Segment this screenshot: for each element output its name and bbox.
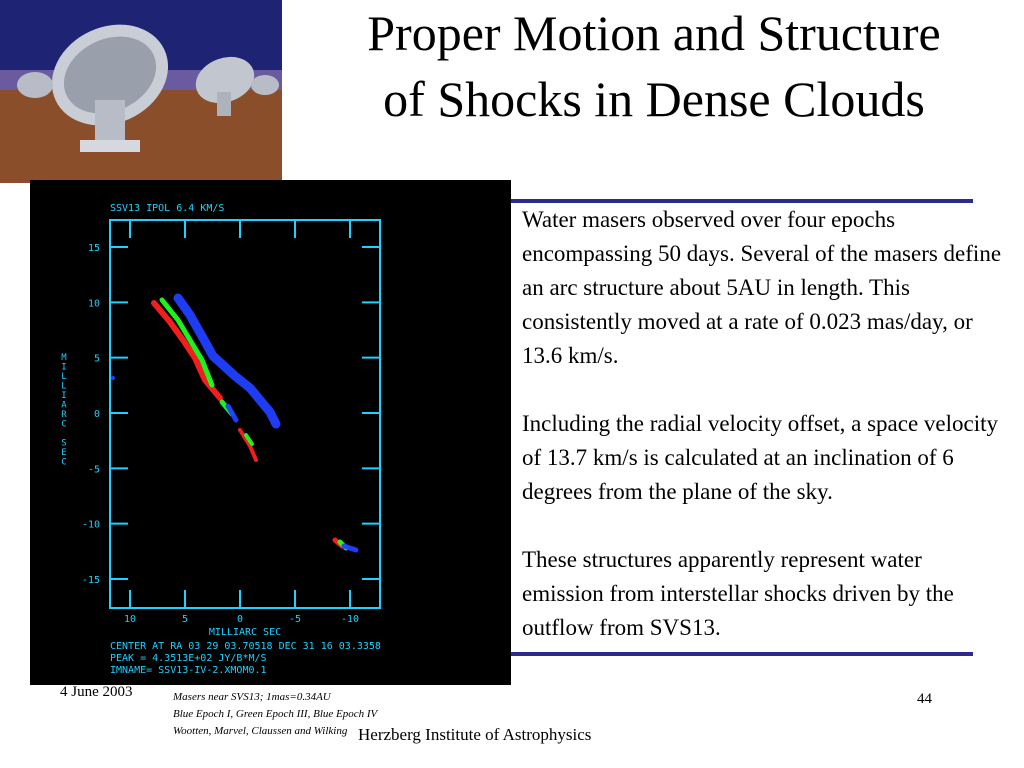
- title-line-1: Proper Motion and Structure: [367, 5, 941, 61]
- x-axis-label: MILLIARC SEC: [208, 627, 282, 638]
- maser-segment-blue: [228, 406, 236, 420]
- x-tick-label: 10: [123, 614, 137, 625]
- y-axis-label: M I L L I A R C S E C: [61, 353, 67, 468]
- title-line-2: of Shocks in Dense Clouds: [383, 71, 925, 127]
- telescope-illustration: [0, 0, 282, 183]
- y-tick-label: -10: [81, 519, 100, 531]
- radio-telescope-array-image: [0, 0, 282, 183]
- plot-header: SSV13 IPOL 6.4 KM/S: [110, 203, 225, 214]
- institute-name: Herzberg Institute of Astrophysics: [358, 725, 592, 744]
- y-tick-label: -15: [81, 575, 100, 586]
- page-number: 44: [917, 691, 932, 707]
- x-tick-label: -10: [340, 614, 360, 625]
- caption-line-2: Blue Epoch I, Green Epoch III, Blue Epoch IV: [173, 708, 378, 720]
- plot-footer-line: CENTER AT RA 03 29 03.70518 DEC 31 16 03.3358: [110, 641, 381, 652]
- x-tick-label: 0: [236, 614, 244, 625]
- plot-frame: [110, 220, 380, 608]
- paragraph-3: These structures apparently represent water emission from interstellar shocks driven by the outflow from SVS13.: [522, 547, 954, 640]
- caption-line-3: Wootten, Marvel, Claussen and Wilking: [173, 725, 348, 737]
- plot-footer-line: IMNAME= SSV13-IV-2.XMOM0.1: [110, 665, 267, 676]
- maser-plot: [30, 180, 511, 685]
- y-tick-label: -5: [87, 464, 100, 476]
- x-tick-label: -5: [288, 614, 302, 625]
- y-tick-label: 5: [93, 353, 100, 365]
- y-tick-label: 0: [93, 409, 100, 420]
- body-text: [522, 203, 1002, 679]
- slide-title: [284, 0, 1024, 132]
- paragraph-1: Water masers observed over four epochs encompassing 50 days. Several of the masers define an arc structure about 5AU in length. This consistently moved at a rate of 0.023 mas/day, or 13.6 km/s.: [522, 207, 1002, 368]
- plot-caption: [173, 689, 377, 740]
- maser-dot-blue: [111, 376, 115, 380]
- maser-plot-svg: [30, 180, 511, 685]
- footer-date: 4 June 2003: [60, 684, 133, 700]
- x-tick-label: 5: [181, 614, 189, 625]
- plot-footer-line: PEAK = 4.3513E+02 JY/B*M/S: [110, 653, 267, 664]
- y-tick-label: 15: [87, 243, 100, 254]
- caption-line-1: Masers near SVS13; 1mas=0.34AU: [173, 691, 331, 703]
- paragraph-2: Including the radial velocity offset, a space velocity of 13.7 km/s is calculated at an inclination of 6 degrees from the plane of the sky.: [522, 411, 999, 504]
- y-tick-label: 10: [87, 298, 100, 310]
